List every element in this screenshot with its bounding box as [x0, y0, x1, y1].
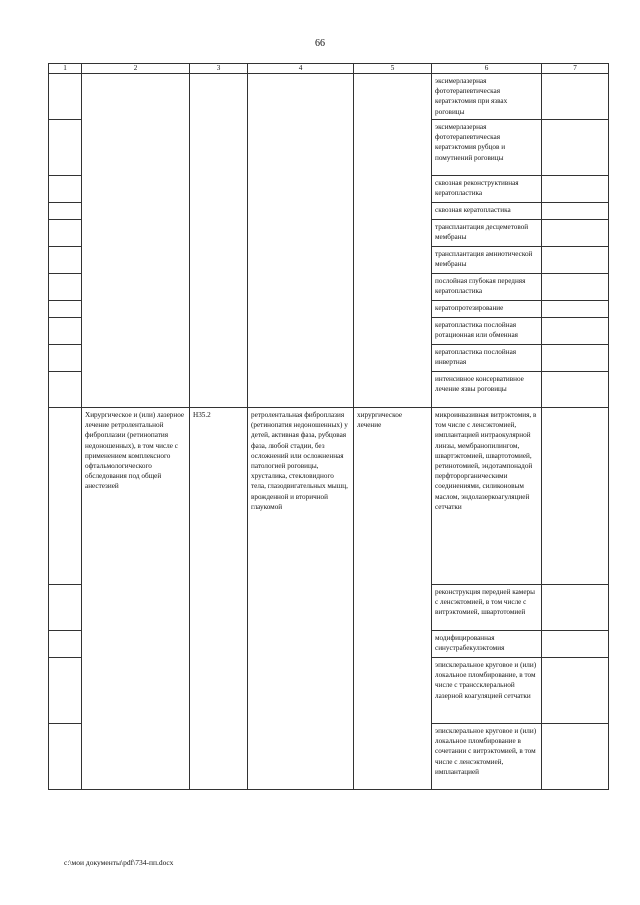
footer-file-path: c:\мои документы\pdf\734-пп.docx: [64, 858, 174, 867]
method-cell: эписклеральное круговое и (или) локальное пломбирование, в том числе с транссклеральной лазерной коагуляцией сетчатки: [432, 658, 542, 724]
treatment-cell: хирургическое лечение: [354, 408, 432, 790]
method-cell: сквозная реконструктивная кератопластика: [432, 176, 542, 203]
empty-cell: [542, 724, 609, 790]
row-number-cell: [49, 74, 82, 120]
header-cell: 1: [49, 64, 82, 74]
header-cell: 7: [542, 64, 609, 74]
empty-cell: [542, 176, 609, 203]
row-number-cell: [49, 345, 82, 372]
empty-cell: [542, 372, 609, 408]
table-row: [49, 408, 609, 585]
empty-cell: [542, 247, 609, 274]
method-cell: микроинвазивная витрэктомия, в том числе с ленсэктомией, имплантацией интраокулярной линзы, мембранопилингом, швартэктомией, швартотомией, ретинотомией, эндотампонадой перфторорганическими соединениями, силиконовым маслом, эндолазеркоагуляцией сетчатки: [432, 408, 542, 585]
method-cell: трансплантация десцеметовой мембраны: [432, 220, 542, 247]
header-cell: 4: [248, 64, 354, 74]
row-number-cell: [49, 301, 82, 318]
header-cell: 6: [432, 64, 542, 74]
empty-cell: [542, 345, 609, 372]
row-number-cell: [49, 585, 82, 631]
header-cell: 2: [82, 64, 190, 74]
method-cell: послойная глубокая передняя кератопластика: [432, 274, 542, 301]
group-name-cell: Хирургическое и (или) лазерное лечение ретролентальной фиброплазии (ретинопатия недоношенных), в том числе с применением комплексного офтальмологического обследования под общей анестезией: [82, 408, 190, 790]
row-number-cell: [49, 247, 82, 274]
method-cell: эксимерлазерная фототерапевтическая кератэктомия рубцов и помутнений роговицы: [432, 120, 542, 176]
empty-cell: [542, 203, 609, 220]
method-cell: кератопротезирование: [432, 301, 542, 318]
row-number-cell: [49, 658, 82, 724]
row-number-cell: [49, 724, 82, 790]
header-cell: 3: [190, 64, 248, 74]
services-table: [48, 63, 609, 790]
code-cell: H35.2: [190, 408, 248, 790]
empty-cell: [542, 631, 609, 658]
method-cell: трансплантация амниотической мембраны: [432, 247, 542, 274]
empty-cell: [542, 274, 609, 301]
row-number-cell: [49, 372, 82, 408]
table-row: [49, 74, 609, 120]
row-number-cell: [49, 318, 82, 345]
page-number: 66: [315, 38, 325, 49]
empty-cell: [542, 120, 609, 176]
method-cell: эписклеральное круговое и (или) локальное пломбирование в сочетании с витрэктомией, в том числе с ленсэктомией, имплантацией: [432, 724, 542, 790]
empty-cell: [542, 74, 609, 120]
row-number-cell: [49, 120, 82, 176]
treatment-cell: [354, 74, 432, 408]
empty-cell: [542, 220, 609, 247]
model-cell: ретролентальная фиброплазия (ретинопатия недоношенных) у детей, активная фаза, рубцовая фаза, любой стадии, без осложнений или осложненная патологией роговицы, хрусталика, стекловидного тела, глазодвигательных мышц, врожденной и вторичной глаукомой: [248, 408, 354, 790]
method-cell: сквозная кератопластика: [432, 203, 542, 220]
row-number-cell: [49, 274, 82, 301]
model-cell: [248, 74, 354, 408]
row-number-cell: [49, 176, 82, 203]
empty-cell: [542, 318, 609, 345]
method-cell: эксимерлазерная фототерапевтическая кератэктомия при язвах роговицы: [432, 74, 542, 120]
code-cell: [190, 74, 248, 408]
header-cell: 5: [354, 64, 432, 74]
row-number-cell: [49, 220, 82, 247]
method-cell: модифицированная синустрабекулэктомия: [432, 631, 542, 658]
method-cell: кератопластика послойная инвертная: [432, 345, 542, 372]
empty-cell: [542, 301, 609, 318]
group-name-cell: [82, 74, 190, 408]
row-number-cell: [49, 631, 82, 658]
empty-cell: [542, 408, 609, 585]
row-number-cell: [49, 203, 82, 220]
empty-cell: [542, 658, 609, 724]
method-cell: кератопластика послойная ротационная или обменная: [432, 318, 542, 345]
row-number-cell: [49, 408, 82, 585]
method-cell: интенсивное консервативное лечение язвы роговицы: [432, 372, 542, 408]
header-row: [49, 64, 609, 74]
empty-cell: [542, 585, 609, 631]
method-cell: реконструкция передней камеры с ленсэктомией, в том числе с витрэктомией, швартотомией: [432, 585, 542, 631]
